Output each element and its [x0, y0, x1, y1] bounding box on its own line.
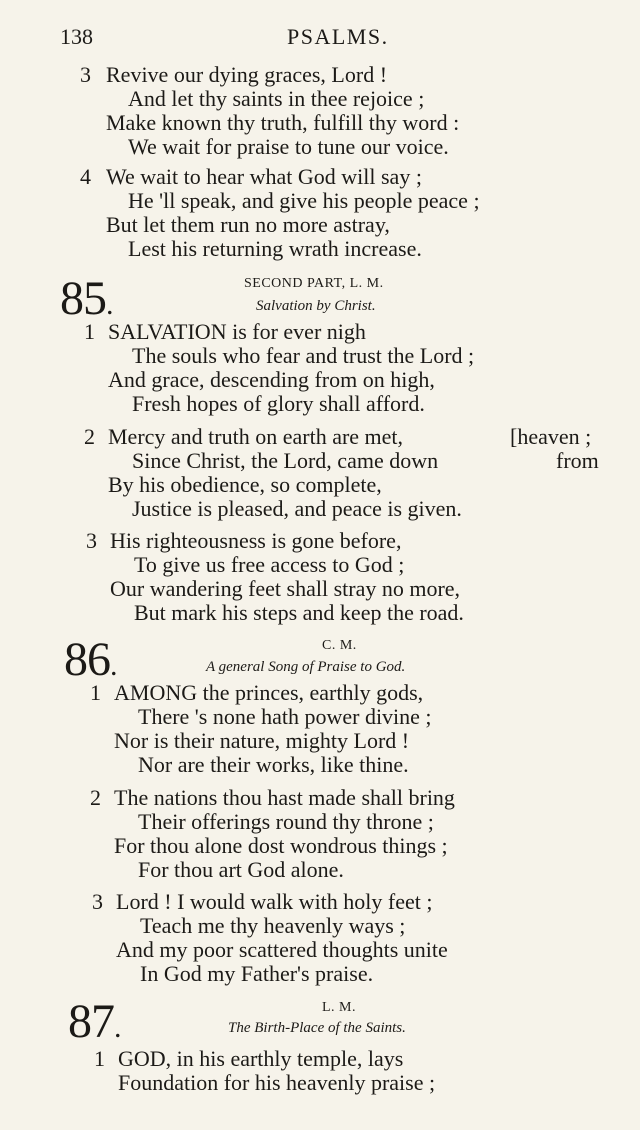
stanza-number: 1 [90, 680, 101, 705]
hymn-subtitle: The Birth-Place of the Saints. [228, 1020, 406, 1036]
hymn-line: And let thy saints in thee rejoice ; [128, 86, 425, 111]
hymn-line: But mark his steps and keep the road. [134, 600, 464, 625]
hymn-line: For thou art God alone. [138, 857, 344, 882]
hymn-line: GOD, in his earthly temple, lays [118, 1046, 404, 1071]
hymn-line: He 'll speak, and give his people peace ; [128, 188, 480, 213]
page-number: 138 [60, 24, 93, 49]
hymn-line: Foundation for his heavenly praise ; [118, 1070, 436, 1095]
stanza-number: 3 [92, 889, 103, 914]
hymn-meter: C. M. [322, 638, 357, 653]
hymn-line: AMONG the princes, earthly gods, [114, 680, 424, 705]
stanza-number: 3 [80, 62, 91, 87]
hymn-line: The nations thou hast made shall bring [114, 785, 455, 810]
stanza-number: 3 [86, 528, 97, 553]
running-title: PSALMS. [287, 24, 389, 49]
hymn-line: His righteousness is gone before, [110, 528, 402, 553]
hymn-number: 87. [68, 995, 121, 1048]
stanza-number: 1 [94, 1046, 105, 1071]
hymn-subtitle: A general Song of Praise to God. [206, 659, 406, 675]
hymn-line: Mercy and truth on earth are met, [108, 424, 404, 449]
stanza-number: 1 [84, 319, 95, 344]
stanza-number: 2 [90, 785, 101, 810]
hymn-line: Since Christ, the Lord, came down [132, 448, 439, 473]
carry-over-word: [heaven ; [510, 424, 592, 449]
hymn-number: 85. [60, 272, 113, 325]
stanza-number: 2 [84, 424, 95, 449]
hymn-line: Nor is their nature, mighty Lord ! [114, 728, 410, 753]
hymn-line: To give us free access to God ; [134, 552, 405, 577]
hymn-line: By his obedience, so complete, [108, 472, 382, 497]
hymn-line: Nor are their works, like thine. [138, 752, 409, 777]
hymn-line: Lest his returning wrath increase. [128, 236, 422, 261]
hymn-line: And my poor scattered thoughts unite [116, 937, 448, 962]
hymn-line: Lord ! I would walk with holy feet ; [116, 889, 433, 914]
hymn-line: We wait to hear what God will say ; [106, 164, 422, 189]
hymn-line: Fresh hopes of glory shall afford. [132, 391, 425, 416]
hymn-line: And grace, descending from on high, [108, 367, 435, 392]
page-header [60, 24, 580, 54]
hymn-line: There 's none hath power divine ; [138, 704, 432, 729]
hymn-meter: L. M. [322, 1000, 356, 1015]
hymn-line: Teach me thy heavenly ways ; [140, 913, 406, 938]
stanza-number: 4 [80, 164, 91, 189]
hymn-line: Their offerings round thy throne ; [138, 809, 434, 834]
hymn-line: SALVATION is for ever nigh [108, 319, 366, 344]
hymn-meter: SECOND PART, L. M. [244, 276, 384, 291]
hymn-line: In God my Father's praise. [140, 961, 374, 986]
hymn-line: Justice is pleased, and peace is given. [132, 496, 462, 521]
carry-over-word: from [556, 448, 599, 473]
hymn-number: 86. [64, 633, 117, 686]
hymn-line: The souls who fear and trust the Lord ; [132, 343, 475, 368]
hymn-line: But let them run no more astray, [106, 212, 390, 237]
hymn-subtitle: Salvation by Christ. [256, 298, 376, 314]
hymn-line: For thou alone dost wondrous things ; [114, 833, 448, 858]
hymn-line: We wait for praise to tune our voice. [128, 134, 449, 159]
hymn-line: Our wandering feet shall stray no more, [110, 576, 461, 601]
hymn-line: Revive our dying graces, Lord ! [106, 62, 388, 87]
hymn-line: Make known thy truth, fulfill thy word : [106, 110, 460, 135]
